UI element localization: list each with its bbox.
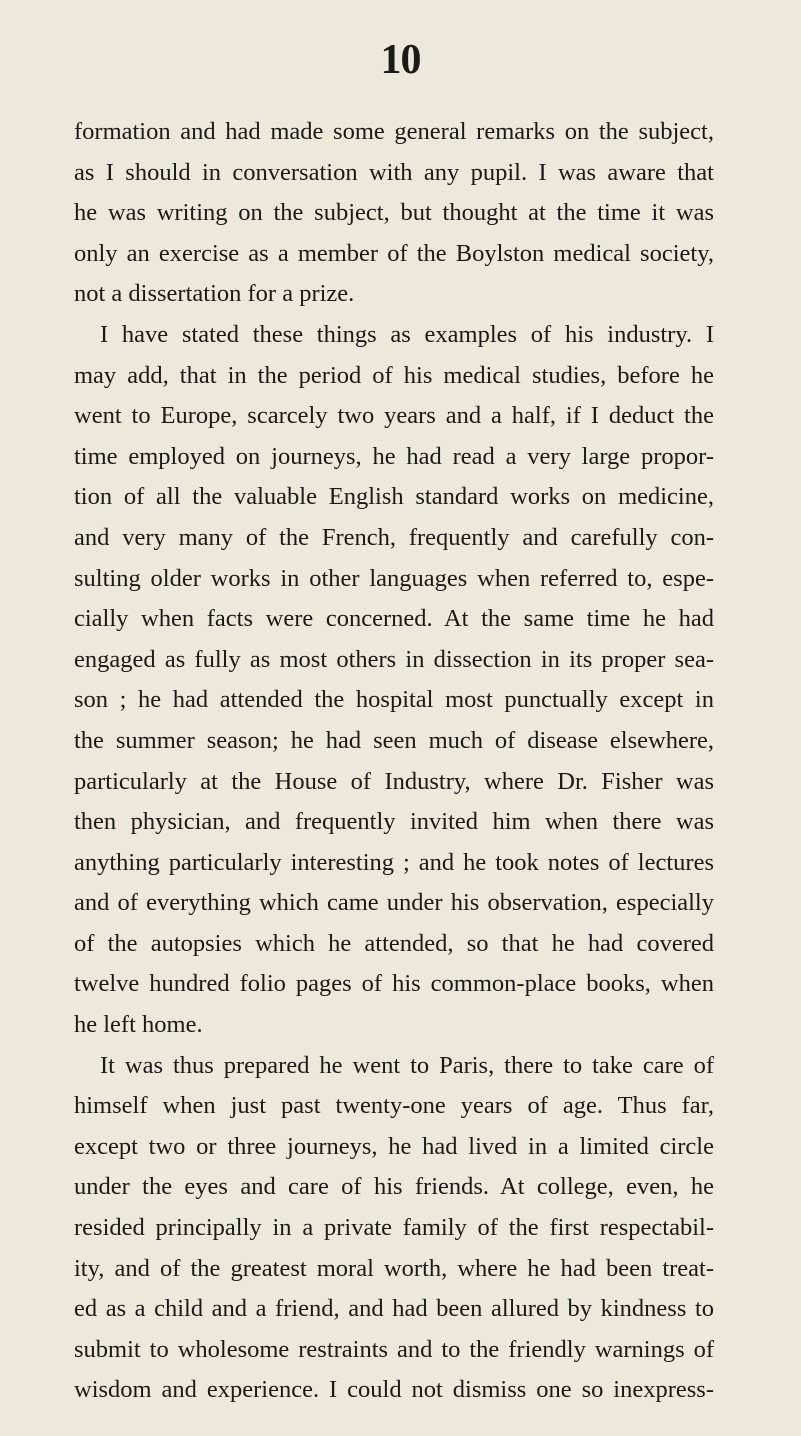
text-line: formation and had made some general remarks on the subject, [74, 118, 714, 145]
text-line: then physician, and frequently invited him when there was [74, 808, 714, 836]
text-line: anything particularly interesting ; and he took notes of lectures [74, 848, 714, 876]
text-line: may add, that in the period of his medical studies, before he [74, 361, 714, 389]
text-line: sulting older works in other languages when referred to, espe- [74, 564, 714, 592]
page-number: 10 [380, 37, 421, 83]
text-line: engaged as fully as most others in dissection in its proper sea- [74, 645, 714, 673]
text-line: himself when just past twenty-one years of age. Thus far, [74, 1092, 714, 1120]
text-line: I have stated these things as examples of his industry. I [100, 320, 714, 348]
text-line: except two or three journeys, he had lived in a limited circle [74, 1132, 714, 1160]
text-line: he was writing on the subject, but thought at the time it was [74, 199, 714, 227]
body-text [74, 112, 714, 1411]
text-line: and of everything which came under his observation, especially [74, 889, 714, 917]
text-line: submit to wholesome restraints and to the friendly warnings of [74, 1335, 714, 1363]
text-line: It was thus prepared he went to Paris, there to take care of [100, 1051, 714, 1079]
text-line: ed as a child and a friend, and had been allured by kindness to [74, 1295, 714, 1323]
text-line: of the autopsies which he attended, so that he had covered [74, 929, 714, 957]
text-line: and very many of the French, frequently and carefully con- [74, 523, 714, 551]
text-line: cially when facts were concerned. At the same time he had [74, 605, 714, 633]
text-line: twelve hundred folio pages of his common-place books, when [74, 970, 714, 998]
text-line: resided principally in a private family of the first respectabil- [74, 1214, 714, 1242]
text-line: went to Europe, scarcely two years and a half, if I deduct the [74, 402, 714, 430]
text-line: ity, and of the greatest moral worth, where he had been treat- [74, 1254, 714, 1282]
text-line: the summer season; he had seen much of disease elsewhere, [74, 726, 714, 754]
text-line: tion of all the valuable English standard works on medicine, [74, 483, 714, 511]
text-line: as I should in conversation with any pupil. I was aware that [74, 158, 714, 186]
text-line: only an exercise as a member of the Boylston medical society, [74, 239, 714, 267]
text-line: he left home. [74, 1011, 203, 1039]
text-line: particularly at the House of Industry, where Dr. Fisher was [74, 767, 714, 795]
text-line: son ; he had attended the hospital most punctually except in [74, 686, 714, 714]
text-line: time employed on journeys, he had read a very large propor- [74, 442, 714, 470]
text-line: wisdom and experience. I could not dismiss one so inexpress- [74, 1376, 714, 1404]
text-line: not a dissertation for a prize. [74, 280, 355, 308]
text-line: under the eyes and care of his friends. At college, even, he [74, 1173, 714, 1201]
